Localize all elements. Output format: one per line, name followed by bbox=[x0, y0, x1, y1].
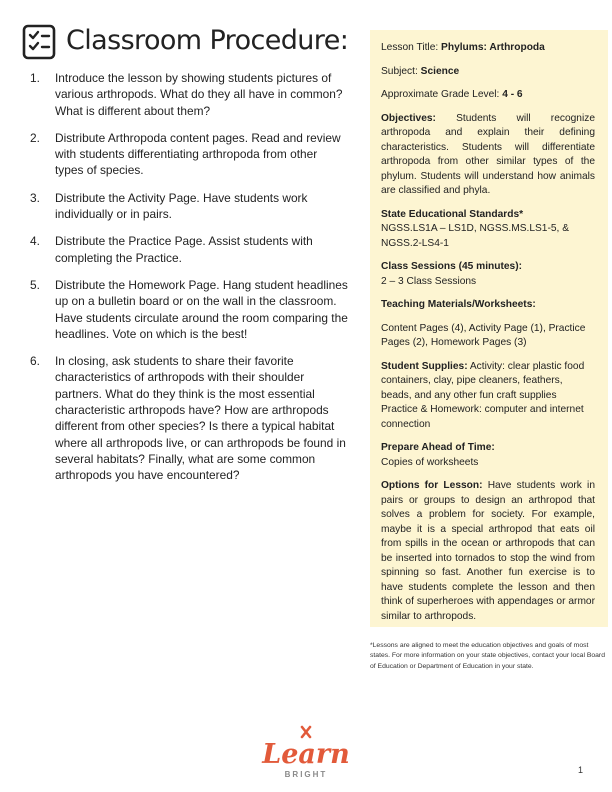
materials-text: Content Pages (4), Activity Page (1), Practice Pages (2), Homework Pages (3) bbox=[381, 322, 586, 348]
procedure-list bbox=[30, 70, 348, 495]
standards-text: NGSS.LS1A – LS1D, NGSS.MS.LS1-5, & NGSS.2-LS4-1 bbox=[381, 223, 569, 249]
step-number: 5. bbox=[30, 277, 40, 292]
page-number: 1 bbox=[578, 765, 584, 775]
subject-label: Subject: bbox=[381, 65, 418, 77]
objectives-text: Students will recognize arthropoda and explain their defining characteristics. Students will differentiate arthropoda from other similar types of the phylum. Students will understand how animals are classified and phyla. bbox=[381, 112, 595, 196]
options-row bbox=[381, 479, 595, 624]
materials-label: Teaching Materials/Worksheets: bbox=[381, 299, 536, 310]
sessions-text: 2 – 3 Class Sessions bbox=[381, 275, 477, 287]
objectives-row bbox=[381, 112, 595, 199]
supplies-label: Student Supplies: bbox=[381, 360, 468, 372]
supplies-practice-text: Practice & Homework: computer and internet connection bbox=[381, 404, 584, 430]
step-number: 3. bbox=[30, 190, 40, 205]
procedure-step bbox=[30, 130, 348, 179]
standards-label: State Educational Standards* bbox=[381, 208, 524, 220]
procedure-step bbox=[30, 70, 348, 119]
lesson-title-value: Phylums: Arthropoda bbox=[441, 42, 545, 53]
prepare-row bbox=[381, 441, 595, 470]
step-number: 4. bbox=[30, 234, 40, 249]
subject-value: Science bbox=[420, 65, 460, 77]
procedure-step bbox=[30, 353, 348, 483]
objectives-label: Objectives: bbox=[381, 112, 436, 124]
step-text: Distribute the Practice Page. Assist students with completing the Practice. bbox=[55, 234, 313, 265]
grade-row bbox=[381, 88, 595, 103]
prepare-text: Copies of worksheets bbox=[381, 456, 479, 468]
page-title: Classroom Procedure: bbox=[66, 25, 349, 56]
step-number: 1. bbox=[30, 71, 40, 85]
prepare-label: Prepare Ahead of Time: bbox=[381, 442, 495, 453]
standards-footnote: *Lessons are aligned to meet the education objectives and goals of most states. For more information on your state objectives, contact your local Board of Education or Department of Education in your state. bbox=[370, 641, 605, 670]
step-text: Distribute the Activity Page. Have students work individually or in pairs. bbox=[55, 190, 308, 222]
supplies-row bbox=[381, 360, 595, 433]
learn-bright-logo bbox=[256, 724, 356, 780]
grade-label: Approximate Grade Level: bbox=[381, 89, 500, 100]
step-text: Introduce the lesson by showing students pictures of various arthropods. What do they all have in common? What is different about them? bbox=[55, 71, 343, 118]
sessions-label: Class Sessions (45 minutes): bbox=[381, 261, 522, 272]
logo-mark-icon bbox=[302, 727, 310, 737]
options-label: Options for Lesson: bbox=[381, 480, 483, 491]
logo-word: Learn bbox=[262, 739, 350, 770]
options-text: Have students work in pairs or groups to design an arthropod that solves a problem for society. For example, maybe it is a special arthropod that eats oil from spills in the ocean or arthropods that can be inserted into tornados to stop the wind from spinning so fast. Another fun exercise is to have students complete the lesson and then think of superheroes with appendages or armor similar to arthropods. bbox=[381, 480, 595, 622]
step-text: Distribute the Homework Page. Hang student headlines up on a bulletin board or on the wall in the classroom. Have students circulate around the room comparing the headlines. Vote on which is the best! bbox=[55, 277, 348, 341]
standards-row bbox=[381, 208, 595, 252]
lesson-title-label: Lesson Title: bbox=[381, 42, 439, 53]
grade-value: 4 - 6 bbox=[502, 89, 523, 100]
lesson-info-panel bbox=[370, 30, 608, 627]
step-number: 6. bbox=[30, 354, 40, 369]
step-number: 2. bbox=[30, 130, 40, 145]
step-text: Distribute Arthropoda content pages. Read and review with students differentiating arthropoda from other types of species. bbox=[55, 130, 341, 178]
sessions-row bbox=[381, 260, 595, 289]
logo-subtitle: BRIGHT bbox=[284, 770, 328, 779]
procedure-step bbox=[30, 190, 348, 223]
lesson-title-row bbox=[381, 41, 595, 56]
procedure-step bbox=[30, 277, 348, 342]
procedure-step bbox=[30, 233, 348, 266]
subject-row bbox=[381, 65, 595, 80]
materials-heading-row bbox=[381, 298, 595, 313]
supplies-activity-text: Activity: clear plastic food containers, clay, pipe cleaners, feathers, beads, and any other fun craft supplies bbox=[381, 360, 585, 401]
step-text: In closing, ask students to share their favorite characteristics of arthropods with their shoulder partners. What do they think is the most essential characteristic arthropods have? How are arthropods different from other species? Is there a typical habitat where all arthropods live, or can arthropods be found in several habitats? Finally, what are some common arthropods you have encountered? bbox=[55, 354, 346, 483]
checklist-icon bbox=[22, 24, 56, 60]
